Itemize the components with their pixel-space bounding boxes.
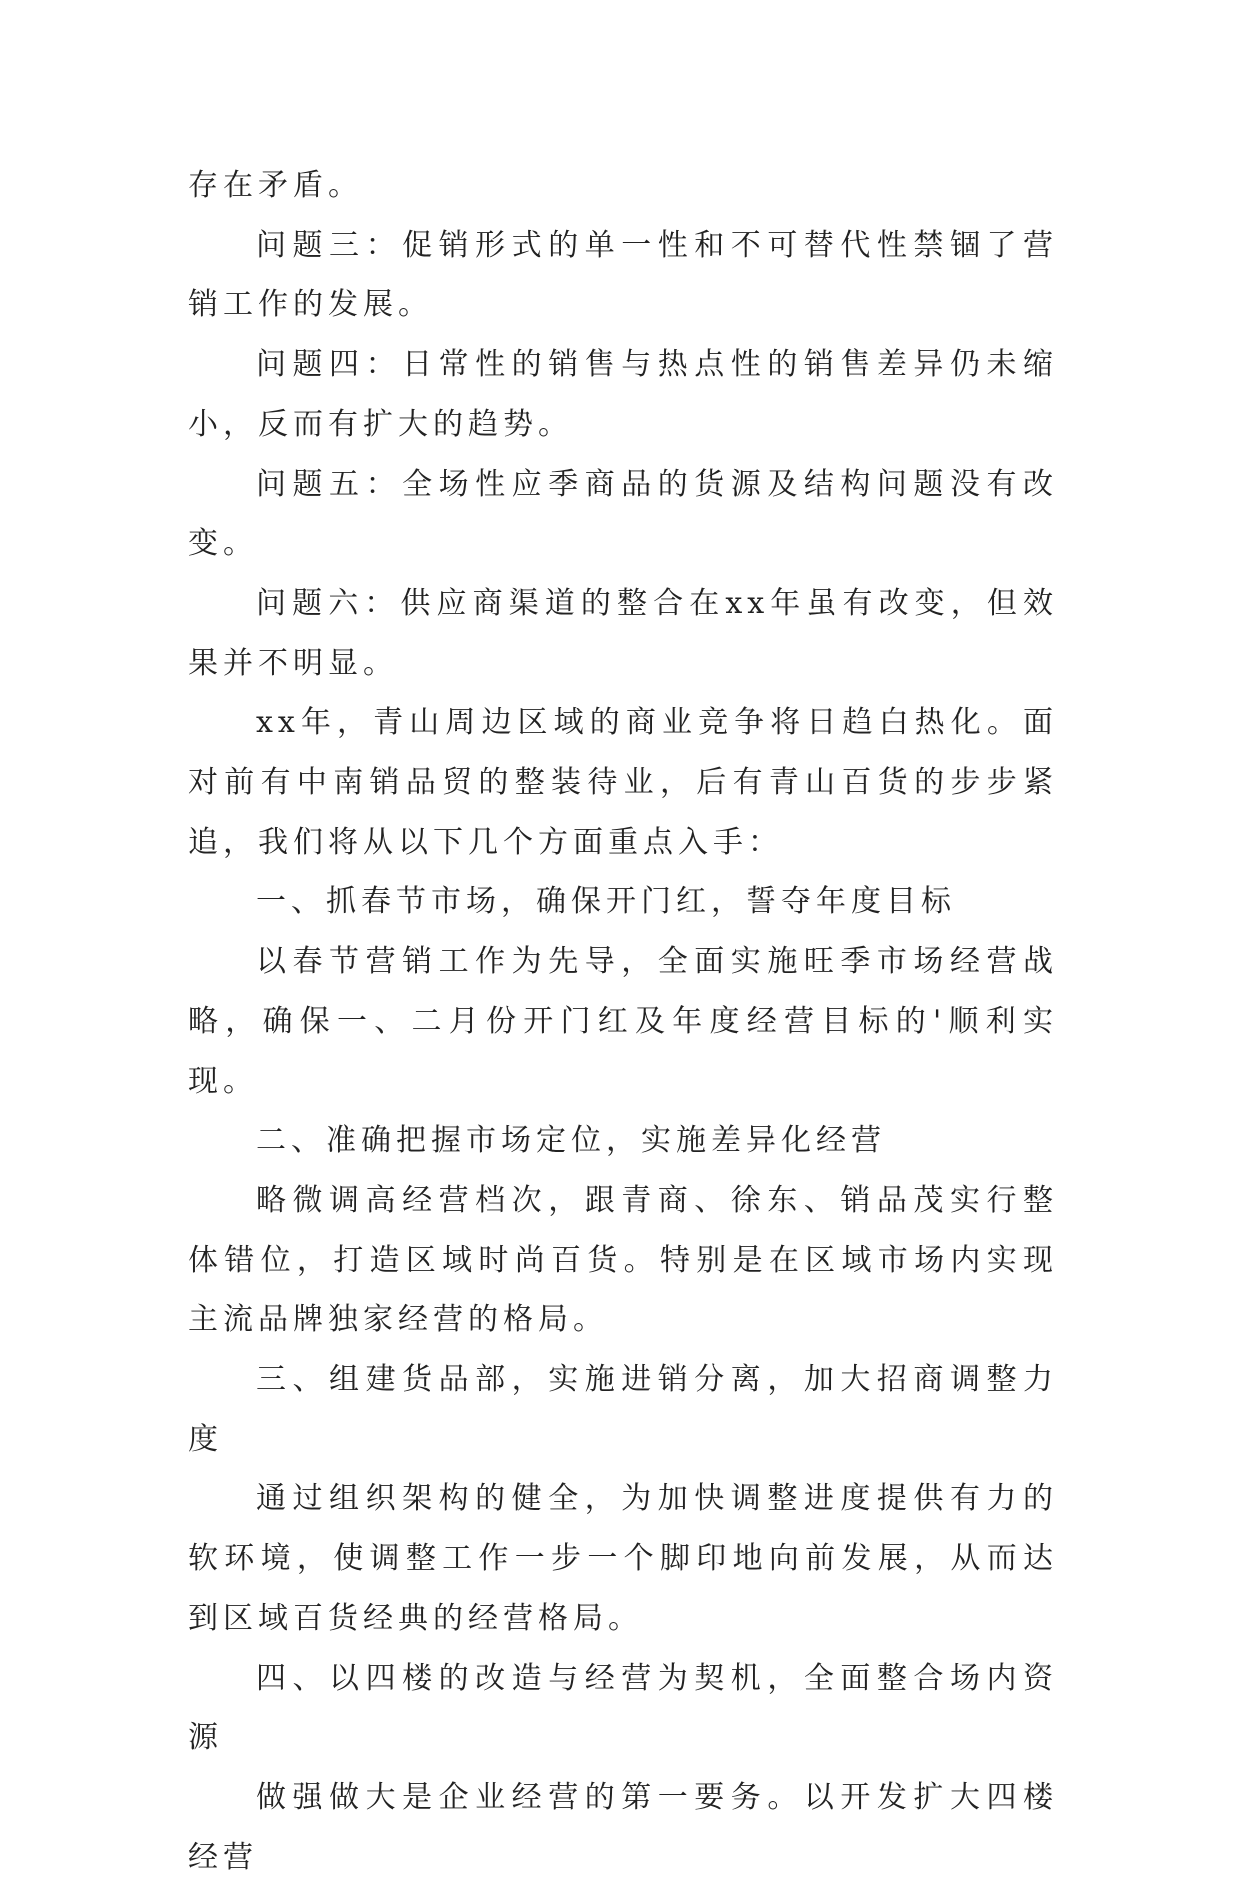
section-heading: 一、抓春节市场，确保开门红，誓夺年度目标 — [256, 884, 956, 920]
section-heading: 四、以四楼的改造与经营为契机，全面整合场内资源 — [188, 1660, 1058, 1756]
paragraph: 做强做大是企业经营的第一要务。以开发扩大四楼经营 — [188, 1779, 1058, 1875]
paragraph: 问题四：日常性的销售与热点性的销售差异仍未缩小，反而有扩大的趋势。 — [188, 347, 1058, 442]
paragraph: 以春节营销工作为先导，全面实施旺季市场经营战略，确保一、二月份开门红及年度经营目标的'顺利实现。 — [188, 944, 1058, 1099]
section-heading: 二、准确把握市场定位，实施差异化经营 — [256, 1123, 886, 1159]
paragraph: 略微调高经营档次，跟青商、徐东、销品茂实行整体错位，打造区域时尚百货。特别是在区域市场内实现主流品牌独家经营的格局。 — [188, 1182, 1058, 1338]
document-body — [188, 156, 1058, 1887]
paragraph: xx年，青山周边区域的商业竞争将日趋白热化。面对前有中南销品贸的整装待业，后有青山百货的步步紧追，我们将从以下几个方面重点入手： — [188, 705, 1058, 860]
paragraph: 问题六：供应商渠道的整合在xx年虽有改变，但效果并不明显。 — [188, 585, 1058, 681]
section-heading: 三、组建货品部，实施进销分离，加大招商调整力度 — [188, 1362, 1058, 1457]
paragraph: 存在矛盾。 — [188, 168, 363, 203]
paragraph: 通过组织架构的健全，为加快调整进度提供有力的软环境，使调整工作一步一个脚印地向前发展，从而达到区域百货经典的经营格局。 — [188, 1481, 1058, 1636]
paragraph: 问题三：促销形式的单一性和不可替代性禁锢了营销工作的发展。 — [188, 227, 1058, 323]
paragraph: 问题五：全场性应季商品的货源及结构问题没有改变。 — [188, 466, 1058, 562]
